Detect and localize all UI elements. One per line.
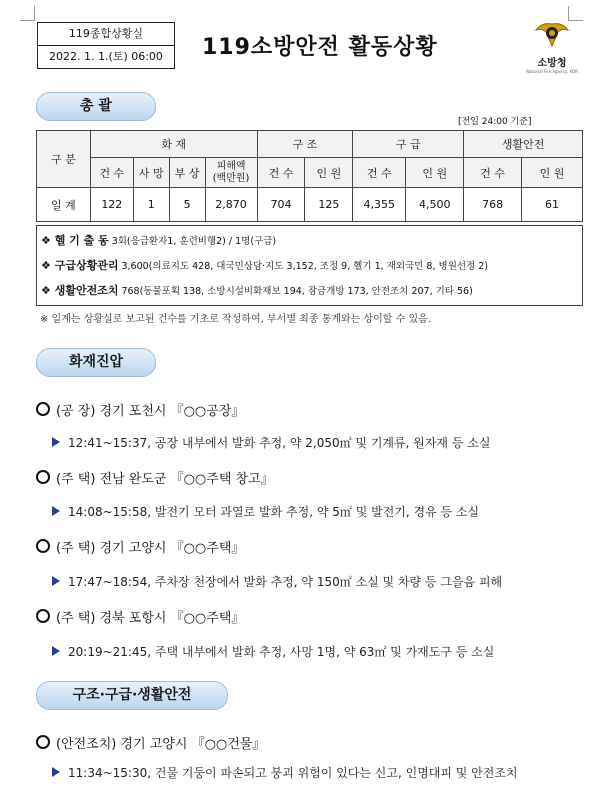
fire-item-text: 14:08~15:58, 발전기 모터 과열로 발화 추정, 약 5㎡ 및 발전기, 경유 등 소실 — [68, 505, 480, 519]
summary-label: ❖ 구급상황관리 — [41, 259, 119, 272]
subheader-fire-damage — [205, 158, 257, 188]
logo-text: 소방청 — [537, 58, 567, 69]
subheader-rescue-count: 건 수 — [257, 158, 305, 188]
summary-label: ❖ 헬 기 출 동 — [41, 234, 109, 247]
corner-mark — [20, 6, 35, 21]
fire-item-title: (주 택) 경북 포항시 『○○주택』 — [56, 611, 245, 626]
fire-item-detail — [52, 434, 490, 451]
table-cell: 122 — [90, 188, 133, 222]
fire-item-text: 17:47~18:54, 주차장 천장에서 발화 추정, 약 150㎡ 소실 및 차량 등 그을음 피해 — [68, 575, 503, 589]
fire-item-detail — [52, 503, 479, 520]
circle-bullet-icon — [36, 402, 50, 416]
table-cell: 1 — [133, 188, 169, 222]
rescue-item-title: (안전조치) 경기 고양시 『○○건물』 — [56, 737, 266, 752]
summary-line-ems-management — [41, 257, 488, 273]
section-fire-heading: 화재진압 — [36, 348, 156, 377]
rescue-item-heading — [36, 733, 265, 752]
fire-item-heading — [36, 537, 244, 556]
rescue-item-text: 11:34~15:30, 건물 기둥이 파손되고 붕괴 위험이 있다는 신고, 인명대피 및 안전조치 — [68, 766, 518, 780]
fire-item-detail — [52, 643, 494, 660]
logo-subtext: National Fire Agency, KOR — [525, 69, 579, 74]
table-cell: 61 — [522, 188, 583, 222]
summary-line-life-safety — [41, 282, 473, 298]
section-summary-heading: 총 괄 — [36, 92, 156, 121]
footnote: ※ 일계는 상황실로 보고된 건수를 기초로 작성하여, 부서별 최종 통계와는 상이할 수 있음. — [40, 314, 431, 325]
circle-bullet-icon — [36, 609, 50, 623]
subheader-rescue-people: 인 원 — [305, 158, 353, 188]
triangle-bullet-icon — [52, 506, 60, 516]
group-header-fire: 화 재 — [90, 131, 257, 158]
circle-bullet-icon — [36, 735, 50, 749]
fire-item-heading — [36, 400, 244, 419]
subheader-damage-line1: 피해액 — [216, 160, 246, 172]
section-rescue-heading: 구조·구급·생활안전 — [36, 681, 228, 710]
department-label: 119종합상황실 — [68, 27, 144, 40]
subheader-ems-count: 건 수 — [353, 158, 406, 188]
fire-item-detail — [52, 573, 502, 590]
fire-item-text: 20:19~21:45, 주택 내부에서 발화 추정, 사망 1명, 약 63㎡ 및 가재도구 등 소실 — [68, 645, 495, 659]
triangle-bullet-icon — [52, 437, 60, 447]
table-cell: 4,500 — [406, 188, 464, 222]
summary-text: 768(동물포획 138, 소방시설비화재보 194, 잠금개방 173, 안전조치 207, 기타 56) — [118, 286, 473, 297]
table-cell: 2,870 — [205, 188, 257, 222]
table-cell: 704 — [257, 188, 305, 222]
row-label: 일 계 — [37, 188, 91, 222]
fire-item-heading — [36, 607, 244, 626]
triangle-bullet-icon — [52, 646, 60, 656]
category-header: 구 분 — [37, 131, 91, 188]
table-cell: 768 — [464, 188, 522, 222]
summary-table — [36, 130, 583, 222]
table-cell: 5 — [169, 188, 205, 222]
subheader-safety-people: 인 원 — [522, 158, 583, 188]
summary-line-helicopter — [41, 232, 276, 248]
circle-bullet-icon — [36, 539, 50, 553]
summary-text: 3,600(의료지도 428, 대국민상담·지도 3,152, 조정 9, 헬기 1, 재외국민 8, 병원선정 2) — [118, 261, 488, 272]
fire-item-heading — [36, 468, 274, 487]
corner-mark — [568, 6, 583, 21]
subheader-damage-line2: (백만원) — [212, 172, 250, 184]
circle-bullet-icon — [36, 470, 50, 484]
triangle-bullet-icon — [52, 576, 60, 586]
triangle-bullet-icon — [52, 767, 60, 777]
group-header-ems: 구 급 — [353, 131, 464, 158]
header-info-box — [37, 22, 175, 69]
document-title: 119소방안전 활동상황 — [202, 35, 438, 60]
group-header-safety: 생활안전 — [464, 131, 583, 158]
summary-text: 3회(응급환자1, 훈련비행2) / 1명(구급) — [108, 236, 277, 247]
report-datetime: 2022. 1. 1.(토) 06:00 — [38, 45, 174, 68]
table-cell: 4,355 — [353, 188, 406, 222]
fire-item-text: 12:41~15:37, 공장 내부에서 발화 추정, 약 2,050㎡ 및 기계류, 원자재 등 소실 — [68, 436, 491, 450]
rescue-item-detail — [52, 764, 518, 781]
subheader-fire-injuries: 부 상 — [169, 158, 205, 188]
fire-item-title: (주 택) 전남 완도군 『○○주택 창고』 — [56, 472, 274, 487]
table-row — [37, 188, 583, 222]
fire-item-title: (공 장) 경기 포천시 『○○공장』 — [56, 404, 245, 419]
subheader-fire-count: 건 수 — [90, 158, 133, 188]
subheader-fire-deaths: 사 망 — [133, 158, 169, 188]
subheader-safety-count: 건 수 — [464, 158, 522, 188]
summary-details-box — [36, 225, 583, 306]
table-cell: 125 — [305, 188, 353, 222]
basis-time: [전일 24:00 기준] — [458, 117, 532, 127]
group-header-rescue: 구 조 — [257, 131, 353, 158]
summary-label: ❖ 생활안전조치 — [41, 284, 119, 297]
agency-logo — [522, 20, 582, 74]
emblem-icon — [532, 20, 572, 50]
fire-item-title: (주 택) 경기 고양시 『○○주택』 — [56, 541, 245, 556]
subheader-ems-people: 인 원 — [406, 158, 464, 188]
